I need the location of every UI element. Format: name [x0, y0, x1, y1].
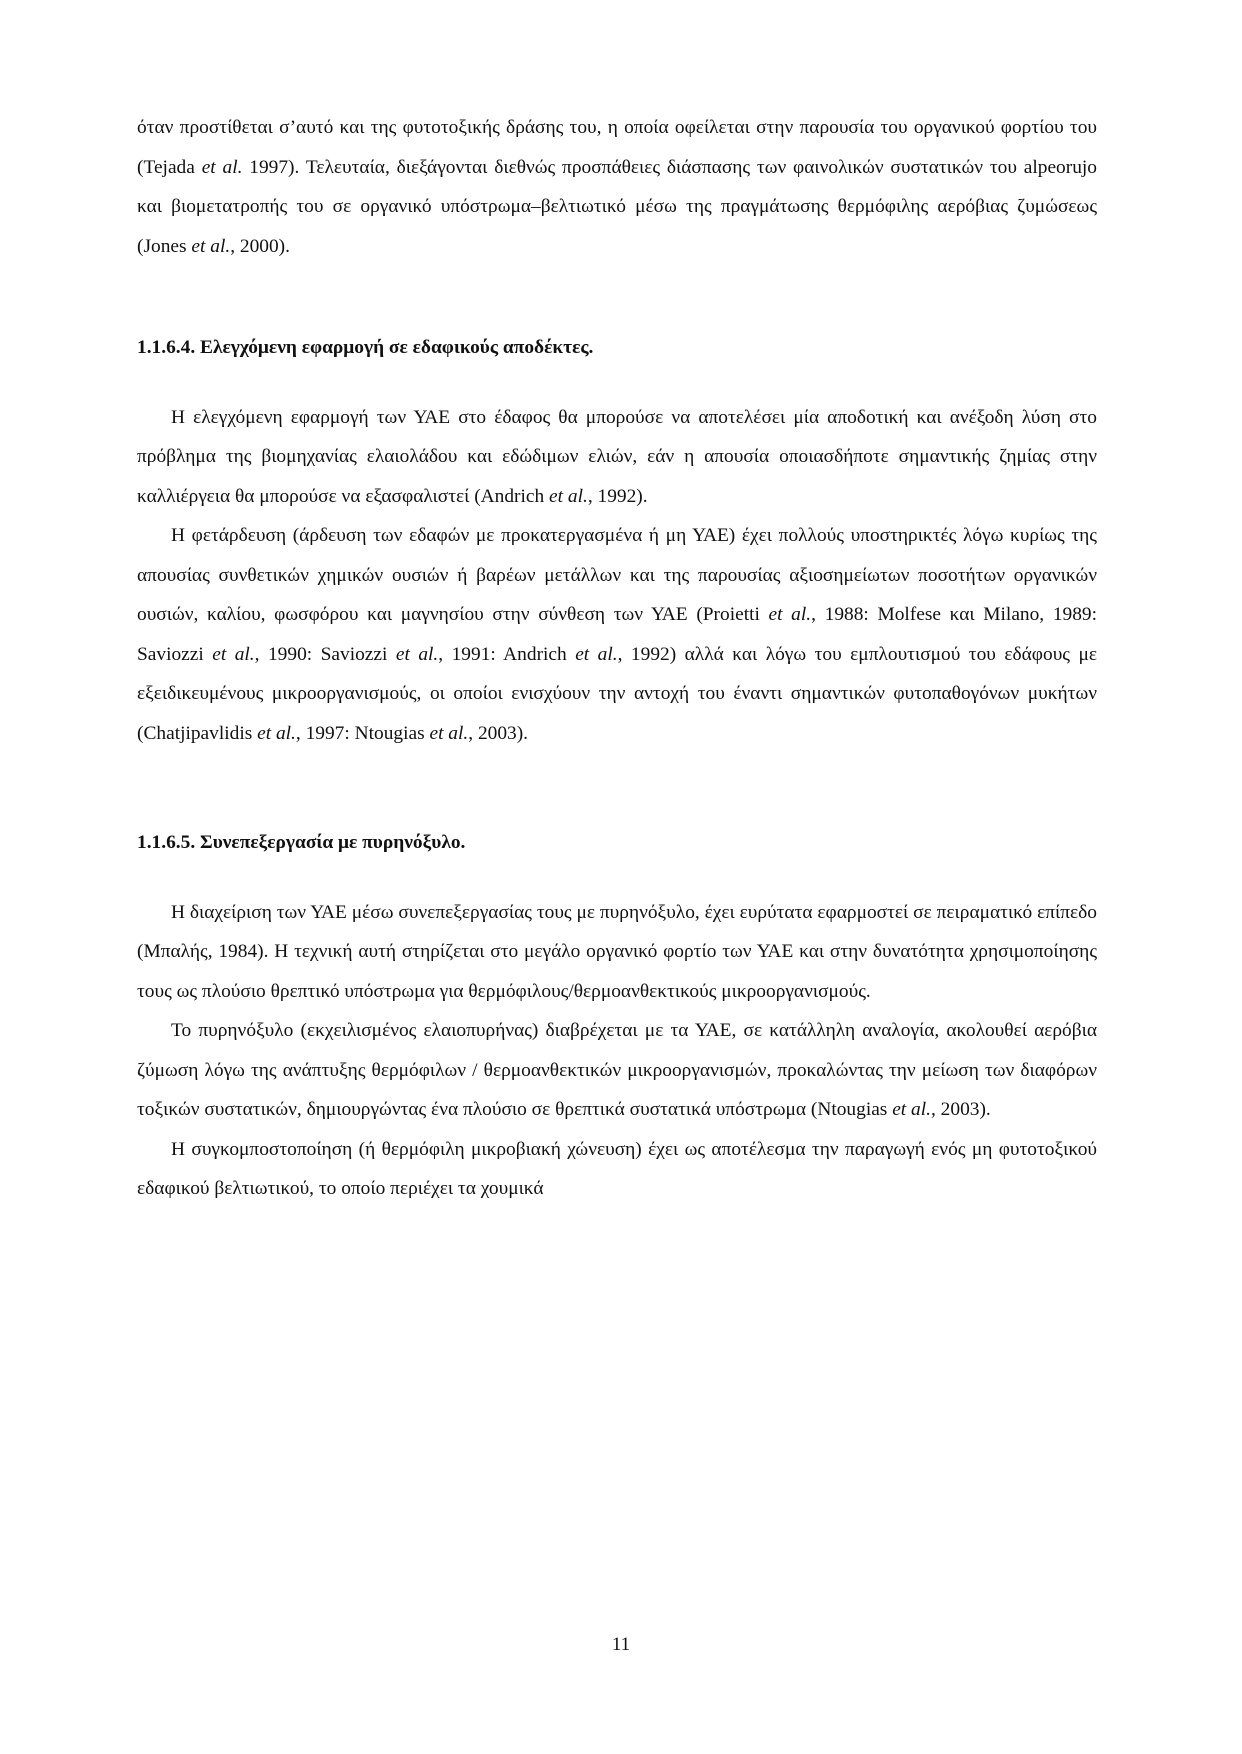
- paragraph-continuation: όταν προστίθεται σ’αυτό και της φυτοτοξικής δράσης του, η οποία οφείλεται στην παρουσία του οργανικού φορτίου του (Tejada et al. 1997). Τελευταία, διεξάγονται διεθνώς προσπάθειες διάσπασης των φαινολικών συστατικών του alpeorujo και βιομετατροπής του σε οργανικό υπόστρωμα–βελτιωτικό μέσω της πραγμάτωσης θερμόφιλης αερόβιας ζυμώσεως (Jones et al., 2000).: [137, 117, 1097, 257]
- paragraph-pyrenoxylo: Το πυρηνόξυλο (εκχειλισμένος ελαιοπυρήνας) διαβρέχεται με τα ΥΑΕ, σε κατάλληλη αναλογία, ακολουθεί αερόβια ζύμωση λόγω της ανάπτυξης θερμόφιλων / θερμοανθεκτικών μικροοργανισμών, προκαλώντας την μείωση των διαφόρων τοξικών συστατικών, δημιουργώντας ένα πλούσιο σε θρεπτικά συστατικά υπόστρωμα (Ntougias et al., 2003).: [137, 1020, 1097, 1120]
- paragraph-cocomposting: Η συγκομποστοποίηση (ή θερμόφιλη μικροβιακή χώνευση) έχει ως αποτέλεσμα την παραγωγή ενός μη φυτοτοξικού εδαφικού βελτιωτικού, το οποίο περιέχει τα χουμικά: [137, 1138, 1097, 1199]
- paragraph-cotreatment: Η διαχείριση των ΥΑΕ μέσω συνεπεξεργασίας τους με πυρηνόξυλο, έχει ευρύτατα εφαρμοστεί σε πειραματικό επίπεδο (Μπαλής, 1984). Η τεχνική αυτή στηρίζεται στο μεγάλο οργανικό φορτίο των ΥΑΕ και στην δυνατότητα χρησιμοποίησης τους ως πλούσιο θρεπτικό υπόστρωμα για θερμόφιλους/θερμοανθεκτικούς μικροοργανισμούς.: [137, 901, 1097, 1002]
- page-number: 11: [611, 1634, 631, 1655]
- page-body: [137, 108, 1097, 1209]
- section-heading-1-1-6-4: 1.1.6.4. Ελεγχόμενη εφαρμογή σε εδαφικούς αποδέκτες.: [137, 337, 594, 358]
- paragraph-fertigation: Η φετάρδευση (άρδευση των εδαφών με προκατεργασμένα ή μη ΥΑΕ) έχει πολλούς υποστηρικτές λόγω κυρίως της απουσίας συνθετικών χημικών ουσιών ή βαρέων μετάλλων και της παρουσίας αξιοσημείωτων ποσοτήτων οργανικών ουσιών, καλίου, φωσφόρου και μαγνησίου στην σύνθεση των ΥΑΕ (Proietti et al., 1988: Molfese και Milano, 1989: Saviozzi et al., 1990: Saviozzi et al., 1991: Andrich et al., 1992) αλλά και λόγω του εμπλουτισμού του εδάφους με εξειδικευμένους μικροοργανισμούς, οι οποίοι ενισχύουν την αντοχή του έναντι σημαντικών φυτοπαθογόνων μυκήτων (Chatjipavlidis et al., 1997: Ntougias et al., 2003).: [137, 525, 1097, 744]
- paragraph-controlled-application: Η ελεγχόμενη εφαρμογή των ΥΑΕ στο έδαφος θα μπορούσε να αποτελέσει μία αποδοτική και ανέξοδη λύση στο πρόβλημα της βιομηχανίας ελαιολάδου και εδώδιμων ελιών, εάν η απουσία οποιασδήποτε σημαντικής ζημίας στην καλλιέργεια θα μπορούσε να εξασφαλιστεί (Andrich et al., 1992).: [137, 406, 1097, 507]
- section-heading-1-1-6-5: 1.1.6.5. Συνεπεξεργασία με πυρηνόξυλο.: [137, 832, 466, 853]
